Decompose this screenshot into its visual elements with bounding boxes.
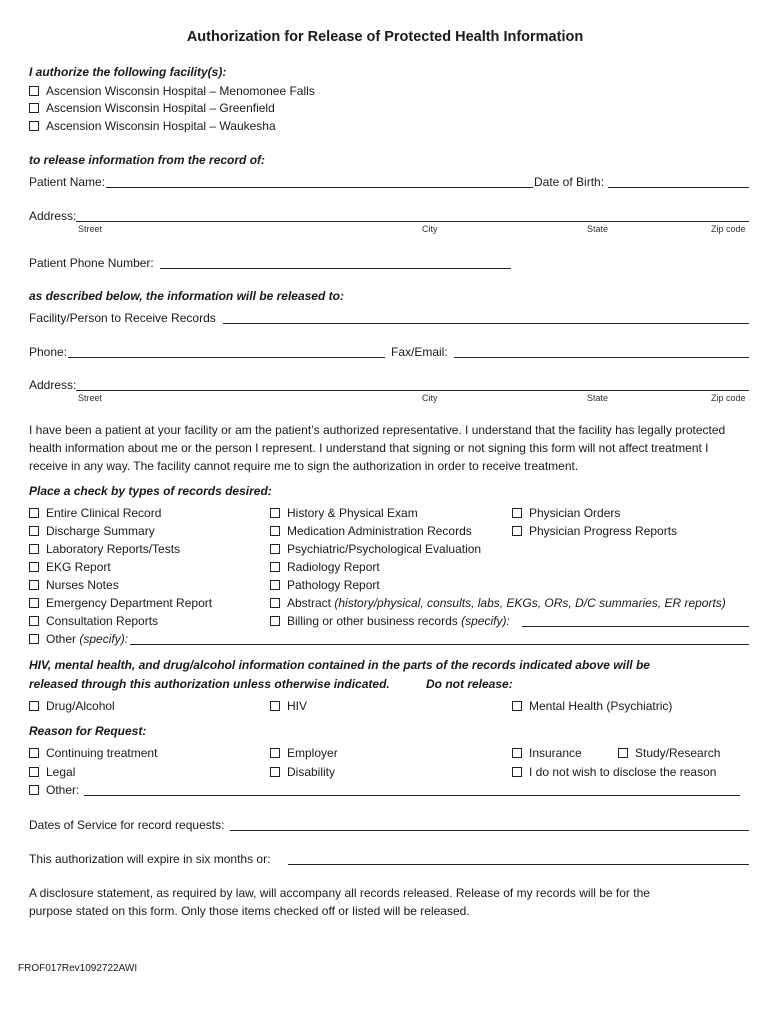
checkbox[interactable] xyxy=(29,580,39,590)
facilities-header: I authorize the following facility(s): xyxy=(29,65,227,79)
record-option[interactable]: EKG Report xyxy=(29,560,111,574)
recipient-phone-label: Phone: xyxy=(29,345,68,359)
street-caption: Street xyxy=(78,393,103,403)
sensitive-option-mental-health[interactable]: Mental Health (Psychiatric) xyxy=(512,699,672,713)
checkbox[interactable] xyxy=(270,748,280,758)
dob-label: Date of Birth: xyxy=(534,175,605,189)
authorization-statement: I have been a patient at your facility or am the patient’s authorized representative. I understand that the facility has legally protected health information about me or the person I represent. I understand that signing or not signing this form will not affect treatment I receive in any way. The facility cannot require me to sign the authorization in order to receive treatment. xyxy=(29,423,726,473)
record-option[interactable]: Physician Progress Reports xyxy=(512,524,677,538)
release-from-header: to release information from the record of: xyxy=(29,153,266,167)
patient-name-field[interactable] xyxy=(106,187,533,188)
checkbox[interactable] xyxy=(618,748,628,758)
city-caption: City xyxy=(422,224,438,234)
checkbox[interactable] xyxy=(270,526,280,536)
checkbox[interactable] xyxy=(29,121,39,131)
checkbox[interactable] xyxy=(29,508,39,518)
record-option[interactable]: Psychiatric/Psychological Evaluation xyxy=(270,542,481,556)
billing-specify-field[interactable] xyxy=(522,626,749,627)
checkbox[interactable] xyxy=(270,508,280,518)
checkbox[interactable] xyxy=(512,701,522,711)
form-code: FROF017Rev1092722AWI xyxy=(18,963,138,974)
expiration-label: This authorization will expire in six months or: xyxy=(29,852,271,866)
zip-caption: Zip code xyxy=(711,393,746,403)
checkbox[interactable] xyxy=(270,616,280,626)
patient-address-field[interactable] xyxy=(76,221,749,222)
reason-option-no-disclose[interactable]: I do not wish to disclose the reason xyxy=(512,765,716,779)
expiration-field[interactable] xyxy=(288,864,749,865)
record-option-billing[interactable]: Billing or other business records (specify): xyxy=(270,614,510,628)
dob-field[interactable] xyxy=(608,187,749,188)
release-to-header: as described below, the information will be released to: xyxy=(29,289,344,303)
record-option[interactable]: History & Physical Exam xyxy=(270,506,418,520)
reason-option-legal[interactable]: Legal xyxy=(29,765,75,779)
record-option[interactable]: Emergency Department Report xyxy=(29,596,212,610)
checkbox[interactable] xyxy=(512,526,522,536)
do-not-release-label: Do not release: xyxy=(426,677,513,691)
checkbox[interactable] xyxy=(29,785,39,795)
reason-option-employer[interactable]: Employer xyxy=(270,746,338,760)
reason-other-field[interactable] xyxy=(84,795,740,796)
dates-of-service-field[interactable] xyxy=(230,830,749,831)
recipient-address-label: Address: xyxy=(29,378,77,392)
record-option[interactable]: Medication Administration Records xyxy=(270,524,472,538)
reason-option-insurance[interactable]: Insurance xyxy=(512,746,582,760)
checkbox[interactable] xyxy=(29,748,39,758)
checkbox[interactable] xyxy=(270,562,280,572)
checkbox[interactable] xyxy=(29,103,39,113)
record-option[interactable]: Nurses Notes xyxy=(29,578,119,592)
sensitive-option-drug-alcohol[interactable]: Drug/Alcohol xyxy=(29,699,115,713)
checkbox[interactable] xyxy=(29,562,39,572)
patient-address-label: Address: xyxy=(29,209,77,223)
checkbox[interactable] xyxy=(29,616,39,626)
zip-caption: Zip code xyxy=(711,224,746,234)
page-title: Authorization for Release of Protected Health Information xyxy=(186,29,584,45)
disclosure-statement: A disclosure statement, as required by law, will accompany all records released. Release of my records will be for the purpose stated on this form. Only those items checked off or listed will be released. xyxy=(29,886,650,918)
fax-email-field[interactable] xyxy=(454,357,749,358)
checkbox[interactable] xyxy=(29,598,39,608)
checkbox[interactable] xyxy=(270,580,280,590)
record-option[interactable]: Discharge Summary xyxy=(29,524,155,538)
reason-option-continuing[interactable]: Continuing treatment xyxy=(29,746,157,760)
record-option[interactable]: Entire Clinical Record xyxy=(29,506,161,520)
recipient-phone-field[interactable] xyxy=(68,357,385,358)
record-option[interactable]: Radiology Report xyxy=(270,560,380,574)
reason-option-disability[interactable]: Disability xyxy=(270,765,335,779)
checkbox[interactable] xyxy=(29,86,39,96)
record-option[interactable]: Physician Orders xyxy=(512,506,620,520)
sensitive-option-hiv[interactable]: HIV xyxy=(270,699,307,713)
patient-phone-label: Patient Phone Number: xyxy=(29,256,154,270)
patient-name-label: Patient Name: xyxy=(29,175,106,189)
record-option-abstract[interactable]: Abstract (history/physical, consults, labs, EKGs, ORs, D/C summaries, ER reports) xyxy=(270,596,726,610)
checkbox[interactable] xyxy=(270,598,280,608)
reason-option-study[interactable]: Study/Research xyxy=(618,746,720,760)
checkbox[interactable] xyxy=(29,634,39,644)
sensitive-header-line1: HIV, mental health, and drug/alcohol information contained in the parts of the records indicated above will be xyxy=(29,658,650,672)
recipient-field[interactable] xyxy=(223,323,749,324)
reason-option-other[interactable]: Other: xyxy=(29,783,79,797)
reason-header: Reason for Request: xyxy=(29,724,147,738)
records-header: Place a check by types of records desired: xyxy=(29,484,272,498)
checkbox[interactable] xyxy=(512,767,522,777)
patient-phone-field[interactable] xyxy=(160,268,511,269)
checkbox[interactable] xyxy=(512,508,522,518)
record-option-other[interactable]: Other (specify): xyxy=(29,632,128,646)
checkbox[interactable] xyxy=(29,526,39,536)
facility-option-greenfield[interactable]: Ascension Wisconsin Hospital – Greenfield xyxy=(29,101,275,115)
recipient-address-field[interactable] xyxy=(76,390,749,391)
recipient-label: Facility/Person to Receive Records xyxy=(29,311,216,325)
record-option[interactable]: Consultation Reports xyxy=(29,614,158,628)
checkbox[interactable] xyxy=(270,544,280,554)
fax-email-label: Fax/Email: xyxy=(391,345,448,359)
checkbox[interactable] xyxy=(29,767,39,777)
facility-option-menomonee[interactable]: Ascension Wisconsin Hospital – Menomonee Falls xyxy=(29,84,315,98)
checkbox[interactable] xyxy=(29,544,39,554)
state-caption: State xyxy=(587,224,609,234)
facility-option-waukesha[interactable]: Ascension Wisconsin Hospital – Waukesha xyxy=(29,119,276,133)
checkbox[interactable] xyxy=(270,767,280,777)
checkbox[interactable] xyxy=(29,701,39,711)
records-other-field[interactable] xyxy=(130,644,749,645)
record-option[interactable]: Pathology Report xyxy=(270,578,380,592)
checkbox[interactable] xyxy=(512,748,522,758)
street-caption: Street xyxy=(78,224,103,234)
record-option[interactable]: Laboratory Reports/Tests xyxy=(29,542,180,556)
city-caption: City xyxy=(422,393,438,403)
state-caption: State xyxy=(587,393,609,403)
sensitive-header-line2: released through this authorization unless otherwise indicated. xyxy=(29,677,390,691)
checkbox[interactable] xyxy=(270,701,280,711)
dates-of-service-label: Dates of Service for record requests: xyxy=(29,818,225,832)
